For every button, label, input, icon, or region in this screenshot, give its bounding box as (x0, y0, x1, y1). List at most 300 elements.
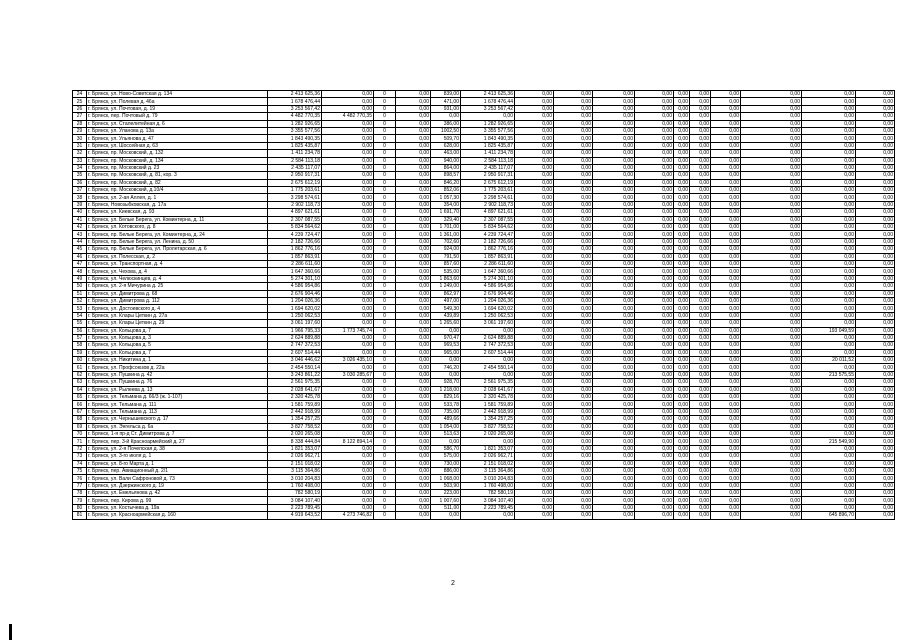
table-row (73, 164, 895, 171)
address-cell: г. Брянск, ул. Достоевского д. 4 (87, 305, 268, 312)
amount-cell: 628,00 (431, 142, 461, 149)
amount-cell: 3 084 107,40 (461, 497, 515, 504)
amount-cell: 0,00 (856, 127, 895, 134)
amount-cell: 0,00 (554, 238, 593, 245)
address-cell: г. Брянск, ул. Димитрова д. 112 (87, 297, 268, 304)
amount-cell: 0,00 (593, 430, 635, 437)
amount-cell: 0,00 (431, 371, 461, 378)
amount-cell: 0 (374, 127, 396, 134)
amount-cell: 0,00 (690, 290, 711, 297)
amount-cell: 0,00 (515, 209, 554, 216)
amount-cell: 0,00 (396, 475, 431, 482)
amount-cell: 0,00 (431, 357, 461, 364)
amount-cell: 1 249,00 (431, 283, 461, 290)
amount-cell: 0 (374, 290, 396, 297)
amount-cell: 0,00 (856, 260, 895, 267)
amount-cell: 0,00 (856, 164, 895, 171)
amount-cell: 0,00 (461, 438, 515, 445)
amount-cell: 0,00 (593, 260, 635, 267)
amount-cell: 0,00 (461, 113, 515, 120)
row-number-cell: 29 (73, 127, 87, 134)
amount-cell: 0,00 (593, 120, 635, 127)
amount-cell: 0,00 (802, 312, 856, 319)
amount-cell: 0,00 (515, 290, 554, 297)
amount-cell: 0,00 (635, 504, 674, 511)
address-cell: г. Брянск, 1-я пр-д Ст. Димитрова д. 7 (87, 430, 268, 437)
amount-cell: 0,00 (593, 312, 635, 319)
address-cell: г. Брянск, пр. Белые Берега, ул. Коминтерна, д. 24 (87, 231, 268, 238)
amount-cell: 0,00 (690, 430, 711, 437)
amount-cell: 0,00 (741, 401, 802, 408)
row-number-cell: 39 (73, 201, 87, 208)
amount-cell: 0,00 (554, 386, 593, 393)
amount-cell: 0,00 (856, 386, 895, 393)
amount-cell: 0,00 (674, 98, 690, 105)
amount-cell: 1 054,00 (431, 423, 461, 430)
address-cell: г. Брянск, пр. Московский, д. 134 (87, 157, 268, 164)
amount-cell: 0,00 (802, 504, 856, 511)
amount-cell: 0,00 (593, 423, 635, 430)
amount-cell: 0,00 (593, 504, 635, 511)
amount-cell: 2 028 641,67 (268, 386, 322, 393)
amount-cell: 0,00 (856, 305, 895, 312)
amount-cell: 0 (374, 216, 396, 223)
amount-cell: 2 950 917,31 (268, 172, 322, 179)
amount-cell: 0,00 (635, 401, 674, 408)
amount-cell: 0,00 (690, 475, 711, 482)
amount-cell: 0,00 (322, 127, 374, 134)
amount-cell: 0,00 (554, 467, 593, 474)
amount-cell: 5 274 301,10 (268, 275, 322, 282)
amount-cell: 0,00 (690, 113, 711, 120)
amount-cell: 0,00 (396, 238, 431, 245)
amount-cell: 1 773 745,74 (322, 327, 374, 334)
amount-cell: 509,70 (431, 135, 461, 142)
amount-cell: 0,00 (674, 238, 690, 245)
amount-cell: 0,00 (515, 394, 554, 401)
amount-cell: 0,00 (396, 408, 431, 415)
amount-cell: 898,57 (431, 172, 461, 179)
amount-cell: 0,00 (554, 401, 593, 408)
amount-cell: 0,00 (674, 194, 690, 201)
amount-cell: 0,00 (554, 394, 593, 401)
amount-cell: 3 115 364,86 (268, 467, 322, 474)
amount-cell: 0,00 (396, 253, 431, 260)
amount-cell: 0,00 (635, 275, 674, 282)
amount-cell: 5 834 564,62 (461, 224, 515, 231)
amount-cell: 0 (374, 312, 396, 319)
amount-cell: 0,00 (856, 224, 895, 231)
amount-cell: 0,00 (431, 512, 461, 519)
amount-cell: 0,00 (856, 490, 895, 497)
amount-cell: 0,00 (856, 504, 895, 511)
amount-cell: 0,00 (593, 364, 635, 371)
amount-cell: 0,00 (593, 445, 635, 452)
amount-cell: 0,00 (515, 453, 554, 460)
amount-cell: 0 (374, 172, 396, 179)
amount-cell: 0,00 (554, 283, 593, 290)
amount-cell: 0,00 (396, 268, 431, 275)
amount-cell: 0,00 (515, 231, 554, 238)
amount-cell: 0,00 (515, 460, 554, 467)
amount-cell: 3 115 364,86 (461, 467, 515, 474)
amount-cell: 0,00 (635, 297, 674, 304)
amount-cell: 0,00 (396, 260, 431, 267)
amount-cell: 0,00 (711, 105, 741, 112)
amount-cell: 2 026 962,71 (461, 453, 515, 460)
amount-cell: 928,70 (431, 379, 461, 386)
amount-cell: 0,00 (674, 430, 690, 437)
amount-cell: 2 223 789,45 (268, 504, 322, 511)
amount-cell: 0,00 (690, 371, 711, 378)
amount-cell: 1 647 360,66 (268, 268, 322, 275)
amount-cell: 0,00 (554, 475, 593, 482)
amount-cell: 0,00 (741, 150, 802, 157)
amount-cell: 1 204 026,36 (461, 297, 515, 304)
row-number-cell: 38 (73, 194, 87, 201)
amount-cell: 0,00 (593, 127, 635, 134)
amount-cell: 0,00 (741, 320, 802, 327)
amount-cell: 0,00 (711, 482, 741, 489)
amount-cell: 0,00 (322, 135, 374, 142)
amount-cell: 0,00 (690, 135, 711, 142)
table-row (73, 216, 895, 223)
address-cell: г. Брянск, ул. Транспортная, д. 4 (87, 260, 268, 267)
amount-cell: 0,00 (674, 423, 690, 430)
amount-cell: 0,00 (635, 253, 674, 260)
amount-cell: 0,00 (396, 150, 431, 157)
amount-cell: 0,00 (593, 268, 635, 275)
row-number-cell: 79 (73, 497, 87, 504)
amount-cell: 0,00 (690, 209, 711, 216)
register-table (72, 90, 895, 520)
amount-cell: 0,00 (515, 98, 554, 105)
amount-cell: 0,00 (554, 297, 593, 304)
row-number-cell: 32 (73, 150, 87, 157)
amount-cell: 730,00 (431, 460, 461, 467)
amount-cell: 0,00 (690, 482, 711, 489)
amount-cell: 0 (374, 401, 396, 408)
amount-cell: 0,00 (711, 201, 741, 208)
amount-cell: 0,00 (856, 416, 895, 423)
amount-cell: 3 084 107,40 (268, 497, 322, 504)
amount-cell: 0 (374, 275, 396, 282)
row-number-cell: 78 (73, 490, 87, 497)
amount-cell: 1 694 620,02 (268, 305, 322, 312)
row-number-cell: 43 (73, 231, 87, 238)
amount-cell: 0,00 (322, 482, 374, 489)
amount-cell: 0,00 (690, 394, 711, 401)
amount-cell: 1 250 062,53 (268, 312, 322, 319)
amount-cell: 0,00 (635, 135, 674, 142)
amount-cell: 0,00 (674, 512, 690, 519)
amount-cell: 329,40 (431, 216, 461, 223)
amount-cell: 0,00 (554, 260, 593, 267)
amount-cell: 0,00 (461, 371, 515, 378)
row-number-cell: 69 (73, 423, 87, 430)
amount-cell: 0,00 (856, 194, 895, 201)
amount-cell: 0,00 (396, 290, 431, 297)
amount-cell: 0 (374, 268, 396, 275)
amount-cell: 0,00 (741, 120, 802, 127)
amount-cell: 2 675 612,19 (268, 179, 322, 186)
amount-cell: 5 274 301,10 (461, 275, 515, 282)
amount-cell: 0 (374, 467, 396, 474)
amount-cell: 0,00 (396, 453, 431, 460)
amount-cell: 0,00 (515, 164, 554, 171)
amount-cell: 0,00 (593, 371, 635, 378)
amount-cell: 0,00 (396, 172, 431, 179)
amount-cell: 0,00 (690, 98, 711, 105)
amount-cell: 0,00 (554, 120, 593, 127)
amount-cell: 0,00 (593, 394, 635, 401)
table-row (73, 445, 895, 452)
table-row (73, 342, 895, 349)
amount-cell: 1 411 234,78 (461, 150, 515, 157)
amount-cell: 0,00 (322, 504, 374, 511)
amount-cell: 0,00 (593, 172, 635, 179)
amount-cell: 3 243 861,22 (268, 371, 322, 378)
amount-cell: 0,00 (741, 142, 802, 149)
amount-cell: 0 (374, 297, 396, 304)
amount-cell: 0,00 (674, 91, 690, 98)
amount-cell: 0,00 (856, 98, 895, 105)
amount-cell: 0,00 (741, 490, 802, 497)
amount-cell: 645 896,70 (802, 512, 856, 519)
amount-cell: 2 607 514,44 (268, 349, 322, 356)
amount-cell: 0,00 (593, 238, 635, 245)
amount-cell: 0,00 (674, 460, 690, 467)
address-cell: г. Брянск, ул. Шоссейная д. 63 (87, 142, 268, 149)
amount-cell: 0,00 (674, 150, 690, 157)
amount-cell: 0 (374, 349, 396, 356)
amount-cell: 0,00 (674, 305, 690, 312)
amount-cell: 0 (374, 253, 396, 260)
amount-cell: 0,00 (741, 224, 802, 231)
table-row (73, 401, 895, 408)
amount-cell: 0,00 (802, 209, 856, 216)
amount-cell: 1 647 360,66 (461, 268, 515, 275)
amount-cell: 0,00 (322, 172, 374, 179)
amount-cell: 0,00 (515, 172, 554, 179)
amount-cell: 2 307 087,55 (461, 216, 515, 223)
amount-cell: 0,00 (322, 453, 374, 460)
amount-cell: 0,00 (322, 312, 374, 319)
amount-cell: 0,00 (802, 231, 856, 238)
amount-cell: 0,00 (322, 342, 374, 349)
table-row (73, 150, 895, 157)
amount-cell: 0,00 (711, 231, 741, 238)
amount-cell: 0,00 (741, 260, 802, 267)
amount-cell: 0,00 (554, 497, 593, 504)
amount-cell: 0,00 (856, 482, 895, 489)
amount-cell: 0,00 (690, 297, 711, 304)
amount-cell: 0,00 (554, 490, 593, 497)
amount-cell: 0,00 (674, 231, 690, 238)
amount-cell: 0,00 (593, 357, 635, 364)
amount-cell: 0,00 (856, 475, 895, 482)
amount-cell: 0,00 (396, 423, 431, 430)
amount-cell: 0,00 (856, 231, 895, 238)
amount-cell: 0,00 (322, 430, 374, 437)
address-cell: г. Брянск, пр. Московский д. 23 (87, 164, 268, 171)
table-row (73, 283, 895, 290)
amount-cell: 1 760 498,00 (461, 482, 515, 489)
amount-cell: 0,00 (690, 305, 711, 312)
amount-cell: 0,00 (802, 216, 856, 223)
amount-cell: 0,00 (515, 127, 554, 134)
amount-cell: 0,00 (322, 460, 374, 467)
amount-cell: 0,00 (593, 224, 635, 231)
table-row (73, 98, 895, 105)
amount-cell: 0,00 (690, 246, 711, 253)
amount-cell: 0,00 (690, 357, 711, 364)
table-row (73, 394, 895, 401)
amount-cell: 0,00 (554, 342, 593, 349)
table-row (73, 371, 895, 378)
amount-cell: 4 239 724,47 (268, 231, 322, 238)
amount-cell: 549,30 (431, 305, 461, 312)
amount-cell: 0,00 (396, 504, 431, 511)
address-cell: г. Брянск, ул. Белые Берега, ул. Коминтерна, д. 11 (87, 216, 268, 223)
amount-cell: 1 581 759,89 (461, 401, 515, 408)
amount-cell: 0 (374, 394, 396, 401)
amount-cell: 0,00 (322, 401, 374, 408)
amount-cell: 0,00 (711, 253, 741, 260)
table-row (73, 157, 895, 164)
address-cell: г. Брянск, ул. Пушкина д. 76 (87, 379, 268, 386)
amount-cell: 0,00 (856, 430, 895, 437)
amount-cell: 0,00 (515, 297, 554, 304)
amount-cell: 0,00 (690, 445, 711, 452)
amount-cell: 0,00 (690, 497, 711, 504)
amount-cell: 0 (374, 113, 396, 120)
amount-cell: 0,00 (711, 453, 741, 460)
row-number-cell: 59 (73, 349, 87, 356)
amount-cell: 0,00 (711, 430, 741, 437)
amount-cell: 0,00 (515, 246, 554, 253)
amount-cell: 2 182 726,66 (268, 238, 322, 245)
amount-cell: 0,00 (674, 334, 690, 341)
table-row (73, 120, 895, 127)
amount-cell: 0,00 (802, 105, 856, 112)
amount-cell: 0,00 (711, 142, 741, 149)
amount-cell: 0,00 (856, 246, 895, 253)
table-row (73, 320, 895, 327)
row-number-cell: 33 (73, 157, 87, 164)
amount-cell: 0,00 (635, 283, 674, 290)
amount-cell: 0,00 (711, 275, 741, 282)
amount-cell: 0,00 (396, 320, 431, 327)
amount-cell: 0,00 (554, 423, 593, 430)
amount-cell: 0,00 (856, 172, 895, 179)
amount-cell: 0,00 (711, 260, 741, 267)
amount-cell: 0,00 (674, 172, 690, 179)
amount-cell: 0,00 (802, 342, 856, 349)
amount-cell: 0,00 (396, 460, 431, 467)
amount-cell: 3 355 577,56 (268, 127, 322, 134)
amount-cell: 1 825 435,87 (268, 142, 322, 149)
amount-cell: 0,00 (515, 91, 554, 98)
amount-cell: 3 253 567,42 (268, 105, 322, 112)
amount-cell: 4 897 621,61 (461, 209, 515, 216)
amount-cell: 0,00 (711, 164, 741, 171)
row-number-cell: 44 (73, 238, 87, 245)
amount-cell: 0,00 (802, 297, 856, 304)
amount-cell: 0,00 (593, 201, 635, 208)
amount-cell: 2 151 018,02 (268, 460, 322, 467)
amount-cell: 0,00 (674, 371, 690, 378)
amount-cell: 0,00 (802, 164, 856, 171)
amount-cell: 0,00 (690, 268, 711, 275)
amount-cell: 0,00 (802, 423, 856, 430)
amount-cell: 0,00 (690, 150, 711, 157)
amount-cell: 0,00 (856, 268, 895, 275)
row-number-cell: 51 (73, 290, 87, 297)
row-number-cell: 41 (73, 216, 87, 223)
amount-cell: 0,00 (593, 453, 635, 460)
amount-cell: 0,00 (515, 504, 554, 511)
amount-cell: 0,00 (396, 364, 431, 371)
amount-cell: 0,00 (711, 371, 741, 378)
amount-cell: 223,00 (431, 490, 461, 497)
amount-cell: 0,00 (711, 113, 741, 120)
table-row (73, 179, 895, 186)
amount-cell: 1 068,00 (431, 475, 461, 482)
amount-cell: 0,00 (674, 394, 690, 401)
amount-cell: 0,00 (711, 305, 741, 312)
amount-cell: 0,00 (741, 430, 802, 437)
amount-cell: 0,00 (635, 453, 674, 460)
amount-cell: 746,20 (431, 364, 461, 371)
amount-cell: 0,00 (741, 135, 802, 142)
amount-cell: 0,00 (741, 105, 802, 112)
amount-cell: 503,90 (431, 482, 461, 489)
amount-cell: 1 250 062,53 (461, 312, 515, 319)
amount-cell: 0 (374, 179, 396, 186)
amount-cell: 0,00 (515, 408, 554, 415)
amount-cell: 0,00 (593, 497, 635, 504)
amount-cell: 1 678 476,44 (461, 98, 515, 105)
amount-cell: 0 (374, 342, 396, 349)
amount-cell: 0,00 (856, 357, 895, 364)
amount-cell: 0,00 (554, 364, 593, 371)
amount-cell: 0,00 (322, 142, 374, 149)
amount-cell: 0,00 (515, 275, 554, 282)
amount-cell: 702,60 (431, 238, 461, 245)
amount-cell: 2 676 904,46 (461, 290, 515, 297)
row-number-cell: 53 (73, 305, 87, 312)
amount-cell: 0 (374, 246, 396, 253)
amount-cell: 0,00 (802, 460, 856, 467)
amount-cell: 497,00 (431, 297, 461, 304)
amount-cell: 0,00 (593, 349, 635, 356)
amount-cell: 0,00 (396, 445, 431, 452)
amount-cell: 0,00 (554, 416, 593, 423)
table-row (73, 305, 895, 312)
amount-cell: 0,00 (593, 113, 635, 120)
amount-cell: 0,00 (593, 401, 635, 408)
amount-cell: 3 827 758,52 (268, 423, 322, 430)
amount-cell: 0,00 (322, 209, 374, 216)
amount-cell: 0,00 (554, 371, 593, 378)
table-row (73, 231, 895, 238)
address-cell: г. Брянск, ул. Кольцова д. 7 (87, 327, 268, 334)
amount-cell: 0,00 (635, 445, 674, 452)
address-cell: г. Брянск, ул. Тельмана д. 113 (87, 408, 268, 415)
amount-cell: 0,00 (741, 423, 802, 430)
amount-cell: 0,00 (741, 194, 802, 201)
